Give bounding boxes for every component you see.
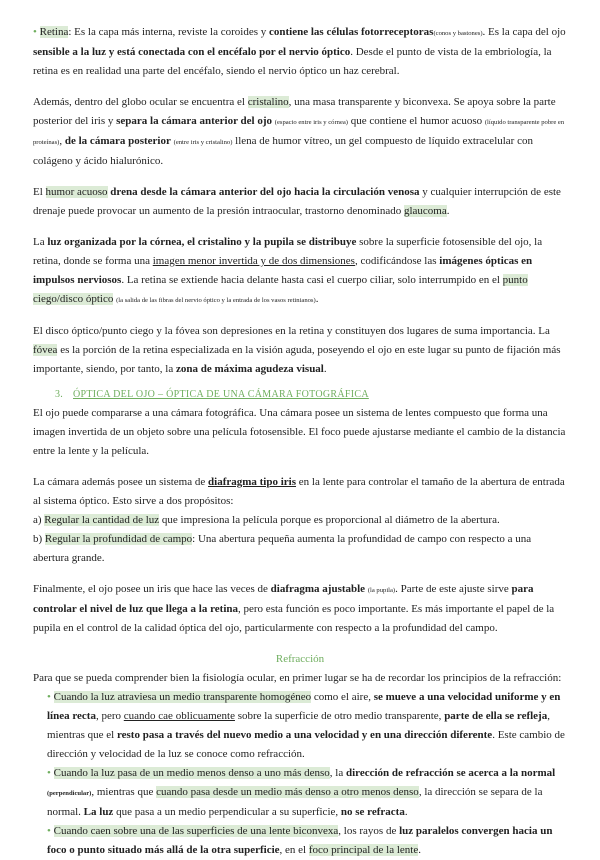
bullet-icon: • (47, 691, 51, 703)
bullet-icon: • (47, 767, 51, 779)
list-item-refraccion-2: • Cuando la luz pasa de un medio menos denso a uno más denso, la dirección de refracción se acerca a la normal (perpendicular), mientras que cuando pasa desde un medio más denso a otro menos denso, la dirección se separa de la normal. La luz que pasa a un medio perpendicular a su superficie, no se refracta. (47, 767, 556, 818)
paragraph-fovea: El disco óptico/punto ciego y la fóvea son depresiones en la retina y constituyen dos lugares de suma importancia. La fóvea es la porción de la retina especializada en la visión aguda, poseyendo el ojo en este lugar su punto de fijación más importante, siendo, por tanto, la zona de máxima agudeza visual. (33, 325, 561, 375)
list-item-refraccion-3: • Cuando caen sobre una de las superficies de una lente biconvexa, los rayos de luz paralelos convergen hacia un foco o punto situado más allá de la otra superficie, en el foco principal de la lente. (47, 825, 553, 856)
bullet-icon: • (33, 26, 37, 38)
list-item-b: b) Regular la profundidad de campo: Una abertura pequeña aumenta la profundidad de campo con respecto a una abertura grande. (33, 533, 532, 564)
paragraph-iris: Finalmente, el ojo posee un iris que hace las veces de diafragma ajustable (la pupila). Parte de este ajuste sirve para controlar el nivel de luz que llega a la retina, pero esta función es poco importante. Es más importante el papel de la pupila en el control de la calidad óptica del ojo, particularmente con respecto a la profundidad del campo. (33, 583, 555, 634)
section-heading: 3. ÓPTICA DEL OJO – ÓPTICA DE UNA CÁMARA FOTOGRÁFICA (55, 389, 369, 400)
paragraph-cristalino: Además, dentro del globo ocular se encuentra el cristalino, una masa transparente y biconvexa. Se apoya sobre la parte posterior del iris y separa la cámara anterior del ojo (espacio entre iris y córnea) que contiene el humor acuoso (líquido transparente pobre en proteínas), de la cámara posterior (entre iris y cristalino) llena de humor vítreo, un gel compuesto de líquido extracelular con colágeno y ácido hialurónico. (33, 96, 565, 167)
paragraph-luz-organizada: La luz organizada por la córnea, el cristalino y la pupila se distribuye sobre la superficie fotosensible del ojo, la retina, donde se forma una imagen menor invertida y de dos dimensiones, codificándose las imágenes ópticas en impulsos nerviosos. La retina se extiende hacia delante hasta casi el cuerpo ciliar, solo interrumpido en el punto ciego/disco óptico (la salida de las fibras del nervio óptico y la entrada de los vasos retinianos). (33, 236, 543, 305)
paragraph-refraccion-intro: Para que se pueda comprender bien la fisiología ocular, en primer lugar se ha de recordar los principios de la refracción: (33, 672, 562, 684)
subheading-refraccion: Refracción (275, 653, 325, 665)
paragraph-diafragma: La cámara además posee un sistema de diafragma tipo iris en la lente para controlar el tamaño de la abertura de entrada al sistema óptico. Esto sirve a dos propósitos: (33, 476, 565, 507)
paragraph-camara: El ojo puede compararse a una cámara fotográfica. Una cámara posee un sistema de lentes compuesto que forma una imagen invertida de un objeto sobre una película fotosensible. El foco puede ajustarse mediante el cambio de la distancia entre la lente y la película. (33, 407, 566, 457)
paragraph-humor-acuoso: El humor acuoso drena desde la cámara anterior del ojo hacia la circulación venosa y cualquier interrupción de este drenaje puede provocar un aumento de la presión intraocular, trastorno denominado glaucoma. (33, 186, 561, 217)
bullet-icon: • (47, 825, 51, 837)
list-item-refraccion-1: • Cuando la luz atraviesa un medio transparente homogéneo como el aire, se mueve a una velocidad uniforme y en línea recta, pero cuando cae oblicuamente sobre la superficie de otro medio transparente, parte de ella se refleja, mientras que el resto pasa a través del nuevo medio a una velocidad y en una dirección diferente. Este cambio de dirección y velocidad de la luz se conoce como refracción. (47, 691, 565, 760)
list-item-a: a) Regular la cantidad de luz que impresiona la película porque es proporcional al diámetro de la abertura. (33, 514, 500, 526)
paragraph-retina: • Retina: Es la capa más interna, reviste la coroides y contiene las células fotorreceptoras(conos y bastones). Es la capa del ojo sensible a la luz y está conectada con el encéfalo por el nervio óptico. Desde el punto de vista de la embriología, la retina es en realidad una parte del encéfalo, siendo el nervio óptico un haz cerebral. (33, 26, 566, 77)
